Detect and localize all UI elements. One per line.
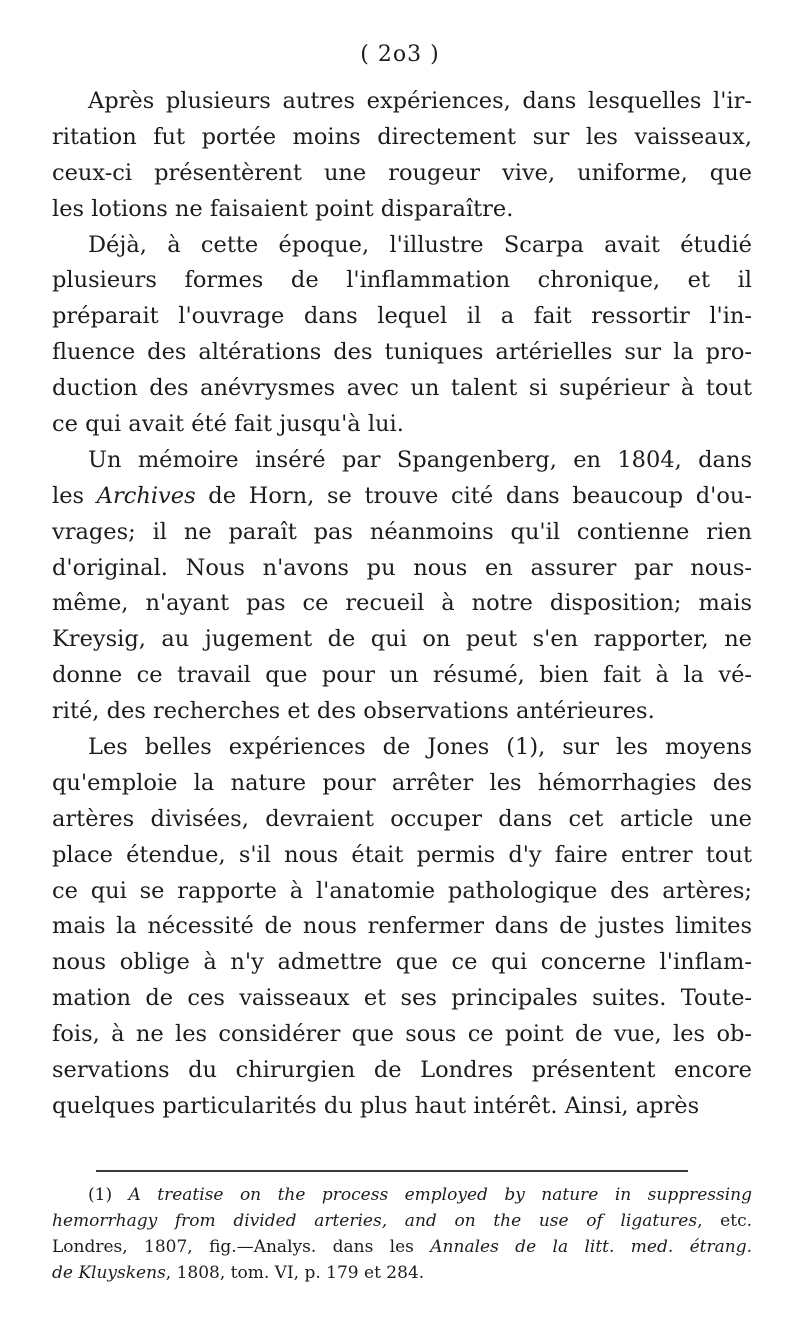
text-line: qu'emploie la nature pour arrêter les hémorrhagies des <box>52 769 752 796</box>
text-line: mation de ces vaisseaux et ses principales suites. Toute- <box>52 985 752 1012</box>
text-line: préparait l'ouvrage dans lequel il a fait ressortir l'in- <box>52 303 752 330</box>
text-line: les Archives de Horn, se trouve cité dans beaucoup d'ou- <box>52 482 752 509</box>
text-line: nous oblige à n'y admettre que ce qui concerne l'inflam- <box>52 949 752 976</box>
footnote-line: Londres, 1807, fig.—Analys. dans les Annales de la litt. med. étrang. <box>52 1237 752 1257</box>
text-line: Les belles expériences de Jones (1), sur les moyens <box>88 734 752 761</box>
footnote-line: hemorrhagy from divided arteries, and on the use of ligatures, etc. <box>52 1211 753 1231</box>
text-line: d'original. Nous n'avons pu nous en assurer par nous- <box>52 554 752 581</box>
page-number: ( 2o3 ) <box>360 42 440 67</box>
text-line: ce qui avait été fait jusqu'à lui. <box>52 411 404 438</box>
text-line: servations du chirurgien de Londres présentent encore <box>52 1057 752 1084</box>
text-line: artères divisées, devraient occuper dans cet article une <box>52 805 752 832</box>
text-line: quelques particularités du plus haut intérêt. Ainsi, après <box>52 1092 700 1119</box>
footnote <box>52 1182 752 1286</box>
text-line: duction des anévrysmes avec un talent si supérieur à tout <box>52 375 752 402</box>
text-line: Après plusieurs autres expériences, dans lesquelles l'ir- <box>88 88 752 114</box>
text-line: ce qui se rapporte à l'anatomie pathologique des artères; <box>52 877 752 904</box>
footnote-divider <box>96 1170 688 1172</box>
text-line: les lotions ne faisaient point disparaître. <box>52 195 514 222</box>
text-line: plusieurs formes de l'inflammation chronique, et il <box>52 267 752 294</box>
text-line: place étendue, s'il nous était permis d'y faire entrer tout <box>52 841 752 868</box>
footnote-line: de Kluyskens, 1808, tom. VI, p. 179 et 284. <box>52 1263 425 1283</box>
text-line: fois, à ne les considérer que sous ce point de vue, les ob- <box>52 1021 752 1048</box>
text-line: Un mémoire inséré par Spangenberg, en 1804, dans <box>88 446 752 473</box>
text-line: donne ce travail que pour un résumé, bien fait à la vé- <box>52 662 752 689</box>
text-line: Kreysig, au jugement de qui on peut s'en rapporter, ne <box>52 626 752 653</box>
text-line: fluence des altérations des tuniques artérielles sur la pro- <box>52 339 752 366</box>
text-line: vrages; il ne paraît pas néanmoins qu'il contienne rien <box>52 518 752 545</box>
text-line: rité, des recherches et des observations antérieures. <box>52 698 655 725</box>
footnote-line: (1) A treatise on the process employed by nature in suppressing <box>88 1185 753 1205</box>
text-line: mais la nécessité de nous renfermer dans de justes limites <box>52 913 752 940</box>
body-text <box>52 84 752 1125</box>
text-line: Déjà, à cette époque, l'illustre Scarpa avait étudié <box>88 231 752 258</box>
text-line: ceux-ci présentèrent une rougeur vive, uniforme, que <box>52 159 752 186</box>
text-line: même, n'ayant pas ce recueil à notre disposition; mais <box>52 590 752 617</box>
text-line: ritation fut portée moins directement sur les vaisseaux, <box>52 123 752 150</box>
